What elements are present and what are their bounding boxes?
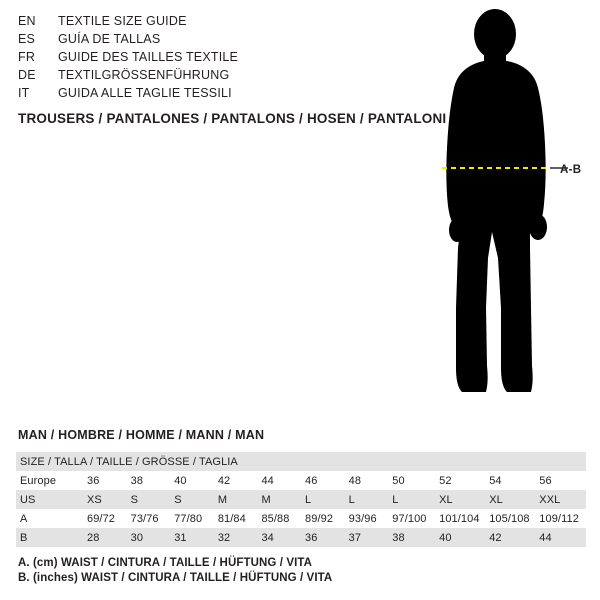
table-cell: 101/104: [439, 512, 480, 525]
table-cell: 54: [489, 474, 502, 487]
table-cell: 34: [261, 531, 274, 544]
language-code: ES: [18, 32, 36, 46]
table-row: [16, 509, 586, 528]
footnote-a: A. (cm) WAIST / CINTURA / TAILLE / HÜFTUNG / VITA: [18, 557, 313, 569]
table-cell: M: [261, 493, 271, 506]
language-text: TEXTILE SIZE GUIDE: [58, 14, 187, 28]
table-cell: 73/76: [130, 512, 159, 525]
table-cell: M: [217, 493, 228, 506]
language-code: IT: [18, 86, 30, 100]
table-cell: 85/88: [261, 512, 290, 525]
table-cell: 28: [87, 531, 100, 544]
table-cell: 93/96: [348, 512, 377, 525]
body-silhouette-icon: [400, 8, 600, 408]
table-cell: L: [348, 493, 355, 506]
table-cell: 37: [348, 531, 362, 544]
language-row: [18, 32, 348, 50]
table-cell: 48: [348, 474, 362, 487]
language-text: TEXTILGRÖSSENFÜHRUNG: [58, 68, 230, 82]
table-cell: 31: [174, 531, 187, 544]
table-cell: 81/84: [217, 512, 246, 525]
table-cell: 36: [305, 531, 318, 544]
table-cell: S: [130, 493, 139, 506]
language-row: [18, 14, 348, 32]
table-title: MAN / HOMBRE / HOMME / MANN / MAN: [18, 428, 265, 442]
table-cell: XL: [489, 493, 503, 506]
table-cell: 44: [539, 531, 552, 544]
table-cell: 44: [261, 474, 274, 487]
table-row: [16, 490, 586, 509]
language-row: [18, 86, 348, 104]
language-text: GUÍA DE TALLAS: [58, 32, 161, 46]
language-code: FR: [18, 50, 36, 64]
row-label: SIZE / TALLA / TAILLE / GRÖSSE / TAGLIA: [20, 455, 238, 468]
table-cell: 36: [87, 474, 100, 487]
table-cell: 52: [439, 474, 452, 487]
table-cell: 38: [130, 474, 144, 487]
language-row: [18, 50, 348, 68]
table-cell: L: [305, 493, 312, 506]
table-cell: 42: [217, 474, 231, 487]
table-cell: 42: [489, 531, 502, 544]
table-cell: 56: [539, 474, 552, 487]
row-label: US: [20, 493, 36, 506]
table-cell: 69/72: [87, 512, 116, 525]
category-title: TROUSERS / PANTALONES / PANTALONS / HOSEN / PANTALONI: [18, 111, 447, 126]
table-cell: 50: [392, 474, 405, 487]
table-row: [16, 452, 586, 471]
measure-label-ab: A-B: [560, 164, 582, 176]
language-row: [18, 68, 348, 86]
table-cell: S: [174, 493, 182, 506]
language-list: [18, 14, 348, 104]
table-cell: 109/112: [539, 512, 579, 525]
table-cell: L: [392, 493, 399, 506]
table-cell: 32: [217, 531, 231, 544]
row-label: B: [20, 531, 28, 544]
row-label: A: [20, 512, 28, 525]
table-cell: XS: [87, 493, 102, 506]
language-code: EN: [18, 14, 36, 28]
language-code: DE: [18, 68, 36, 82]
language-text: GUIDE DES TAILLES TEXTILE: [58, 50, 239, 64]
table-cell: 30: [130, 531, 144, 544]
table-cell: 97/100: [392, 512, 427, 525]
row-label: Europe: [20, 474, 57, 487]
table-cell: 40: [174, 474, 187, 487]
footnotes: [18, 556, 332, 586]
table-cell: 40: [439, 531, 452, 544]
table-cell: 89/92: [305, 512, 334, 525]
table-cell: 77/80: [174, 512, 203, 525]
table-cell: 105/108: [489, 512, 530, 525]
measurement-figure: [400, 8, 600, 408]
table-row: [16, 471, 586, 490]
table-cell: XXL: [539, 493, 561, 506]
table-row: [16, 528, 586, 547]
footnote-b: B. (inches) WAIST / CINTURA / TAILLE / HÜFTUNG / VITA: [18, 572, 333, 584]
table-cell: XL: [439, 493, 453, 506]
size-table: [16, 452, 586, 547]
table-cell: 38: [392, 531, 405, 544]
table-cell: 46: [305, 474, 318, 487]
language-text: GUIDA ALLE TAGLIE TESSILI: [58, 86, 232, 100]
